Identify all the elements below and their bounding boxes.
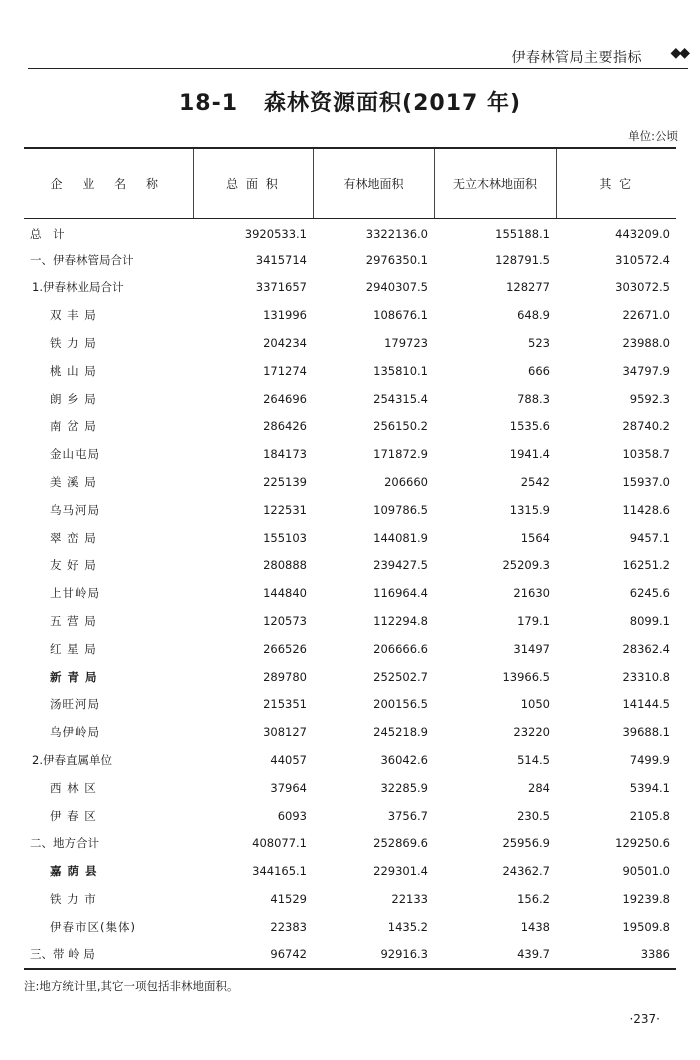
- forested-area-cell: 144081.9: [373, 530, 428, 545]
- treeless-area-cell: 25956.9: [502, 836, 550, 851]
- forested-area-cell: 22133: [391, 892, 428, 907]
- diamond-icon: ◆◆: [670, 45, 688, 61]
- forested-area-cell: 2976350.1: [365, 252, 428, 267]
- row-name: 二、地方合计: [30, 836, 99, 851]
- row-name: 双 丰 局: [50, 308, 97, 323]
- treeless-area-cell: 155188.1: [495, 226, 550, 241]
- header-enterprise-name: 企 业 名 称: [24, 148, 193, 218]
- treeless-area-cell: 439.7: [434, 941, 556, 969]
- table-row: [24, 774, 676, 802]
- row-name: 一、伊春林管局合计: [30, 252, 134, 267]
- total-area-cell: 308127: [263, 725, 307, 740]
- footnote: 注:地方统计里,其它一项包括非林地面积。: [24, 979, 239, 993]
- table-row: [24, 496, 676, 524]
- other-area-cell: 310572.4: [615, 252, 670, 267]
- forested-area-cell: 254315.4: [373, 391, 428, 406]
- total-area-cell: 131996: [263, 308, 307, 323]
- total-area-cell: 184173: [263, 447, 307, 462]
- table-row: [24, 746, 676, 774]
- table-row: [24, 913, 676, 941]
- row-name: 2.伊春直属单位: [32, 753, 112, 768]
- row-name: 五 营 局: [50, 614, 97, 629]
- table-row: [24, 524, 676, 552]
- forested-area-cell: 206660: [384, 475, 428, 490]
- other-area-cell: 34797.9: [622, 363, 670, 378]
- forested-area-cell: 229301.4: [373, 864, 428, 879]
- total-area-cell: 37964: [270, 780, 307, 795]
- treeless-area-cell: 21630: [513, 586, 550, 601]
- row-name: 桃 山 局: [50, 363, 97, 378]
- table-row: [24, 413, 676, 441]
- table-row: [24, 857, 676, 885]
- treeless-area-cell: 31497: [513, 641, 550, 656]
- total-area-cell: 344165.1: [252, 864, 307, 879]
- treeless-area-cell: 788.3: [517, 391, 550, 406]
- table-row: [24, 385, 676, 413]
- table-header-row: [24, 148, 676, 218]
- table-title-text: 森林资源面积(2017 年): [264, 91, 522, 116]
- other-area-cell: 28740.2: [622, 419, 670, 434]
- row-name: 红 星 局: [50, 641, 97, 656]
- forested-area-cell: 116964.4: [373, 586, 428, 601]
- treeless-area-cell: 23220: [513, 725, 550, 740]
- row-name: 三、带 岭 局: [24, 941, 193, 969]
- treeless-area-cell: 1564: [520, 530, 550, 545]
- treeless-area-cell: 523: [528, 336, 550, 351]
- treeless-area-cell: 2542: [520, 475, 550, 490]
- treeless-area-cell: 128791.5: [495, 252, 550, 267]
- treeless-area-cell: 1315.9: [509, 502, 550, 517]
- forested-area-cell: 1435.2: [387, 919, 428, 934]
- treeless-area-cell: 1941.4: [509, 447, 550, 462]
- other-area-cell: 14144.5: [622, 697, 670, 712]
- forested-area-cell: 36042.6: [380, 753, 428, 768]
- row-name: 伊 春 区: [50, 808, 97, 823]
- other-area-cell: 23310.8: [622, 669, 670, 684]
- table-row: [24, 357, 676, 385]
- row-name: 伊春市区(集体): [50, 919, 136, 934]
- other-area-cell: 11428.6: [622, 502, 670, 517]
- forested-area-cell: 179723: [384, 336, 428, 351]
- forested-area-cell: 109786.5: [373, 502, 428, 517]
- page-number: ·237·: [629, 1012, 660, 1026]
- other-area-cell: 7499.9: [629, 753, 670, 768]
- row-name: 嘉 荫 县: [50, 864, 98, 879]
- forested-area-cell: 252869.6: [373, 836, 428, 851]
- other-area-cell: 303072.5: [615, 280, 670, 295]
- forested-area-cell: 92916.3: [313, 941, 434, 969]
- total-area-cell: 3415714: [255, 252, 307, 267]
- other-area-cell: 6245.6: [629, 586, 670, 601]
- other-area-cell: 10358.7: [622, 447, 670, 462]
- treeless-area-cell: 24362.7: [502, 864, 550, 879]
- table-row: [24, 274, 676, 302]
- other-area-cell: 23988.0: [622, 336, 670, 351]
- row-name: 汤旺河局: [50, 697, 100, 712]
- treeless-area-cell: 128277: [506, 280, 550, 295]
- total-area-cell: 120573: [263, 614, 307, 629]
- table-title: [0, 86, 700, 117]
- table-row: [24, 941, 676, 969]
- total-area-cell: 264696: [263, 391, 307, 406]
- total-area-cell: 225139: [263, 475, 307, 490]
- total-area-cell: 44057: [270, 753, 307, 768]
- total-area-cell: 204234: [263, 336, 307, 351]
- total-area-cell: 41529: [270, 892, 307, 907]
- forested-area-cell: 2940307.5: [365, 280, 428, 295]
- table-row: [24, 552, 676, 580]
- table-row: [24, 329, 676, 357]
- row-name: 总 计: [30, 226, 65, 241]
- forested-area-cell: 3322136.0: [365, 226, 428, 241]
- total-area-cell: 96742: [193, 941, 313, 969]
- table-row: [24, 663, 676, 691]
- forested-area-cell: 32285.9: [380, 780, 428, 795]
- table-row: [24, 440, 676, 468]
- row-name: 金山屯局: [50, 447, 100, 462]
- forested-area-cell: 245218.9: [373, 725, 428, 740]
- table-row: [24, 246, 676, 274]
- forested-area-cell: 3756.7: [387, 808, 428, 823]
- treeless-area-cell: 179.1: [517, 614, 550, 629]
- treeless-area-cell: 1050: [520, 697, 550, 712]
- total-area-cell: 122531: [263, 502, 307, 517]
- row-name: 朗 乡 局: [50, 391, 97, 406]
- total-area-cell: 144840: [263, 586, 307, 601]
- other-area-cell: 16251.2: [622, 558, 670, 573]
- total-area-cell: 3920533.1: [244, 226, 307, 241]
- row-name: 1.伊春林业局合计: [32, 280, 124, 295]
- other-area-cell: 443209.0: [615, 226, 670, 241]
- total-area-cell: 408077.1: [252, 836, 307, 851]
- other-area-cell: 39688.1: [622, 725, 670, 740]
- row-name: 乌伊岭局: [50, 725, 100, 740]
- other-area-cell: 9592.3: [629, 391, 670, 406]
- total-area-cell: 171274: [263, 363, 307, 378]
- total-area-cell: 280888: [263, 558, 307, 573]
- running-header: [0, 0, 700, 70]
- row-name: 友 好 局: [50, 558, 97, 573]
- total-area-cell: 289780: [263, 669, 307, 684]
- table-row: [24, 218, 676, 246]
- row-name: 铁 力 市: [50, 892, 97, 907]
- forested-area-cell: 171872.9: [373, 447, 428, 462]
- row-name: 翠 峦 局: [50, 530, 97, 545]
- table-row: [24, 301, 676, 329]
- treeless-area-cell: 1535.6: [509, 419, 550, 434]
- unit-label: 单位:公顷: [628, 129, 678, 143]
- other-area-cell: 22671.0: [622, 308, 670, 323]
- table-body: [24, 218, 676, 969]
- row-name: 新 青 局: [50, 669, 98, 684]
- other-area-cell: 19509.8: [622, 919, 670, 934]
- row-name: 上甘岭局: [50, 586, 100, 601]
- other-area-cell: 15937.0: [622, 475, 670, 490]
- forested-area-cell: 108676.1: [373, 308, 428, 323]
- forested-area-cell: 256150.2: [373, 419, 428, 434]
- other-area-cell: 28362.4: [622, 641, 670, 656]
- table-row: [24, 468, 676, 496]
- table-row: [24, 830, 676, 858]
- treeless-area-cell: 1438: [520, 919, 550, 934]
- table-row: [24, 579, 676, 607]
- table-row: [24, 691, 676, 719]
- header-rule: [28, 68, 688, 69]
- treeless-area-cell: 514.5: [517, 753, 550, 768]
- other-area-cell: 129250.6: [615, 836, 670, 851]
- running-header-text: 伊春林管局主要指标: [511, 50, 642, 66]
- header-other: 其 它: [556, 148, 676, 218]
- other-area-cell: 9457.1: [629, 530, 670, 545]
- total-area-cell: 3371657: [255, 280, 307, 295]
- forested-area-cell: 206666.6: [373, 641, 428, 656]
- total-area-cell: 6093: [277, 808, 307, 823]
- forest-area-table: [24, 147, 676, 970]
- total-area-cell: 266526: [263, 641, 307, 656]
- other-area-cell: 5394.1: [629, 780, 670, 795]
- row-name: 铁 力 局: [50, 336, 97, 351]
- treeless-area-cell: 284: [528, 780, 550, 795]
- row-name: 西 林 区: [50, 780, 97, 795]
- treeless-area-cell: 25209.3: [502, 558, 550, 573]
- treeless-area-cell: 666: [528, 363, 550, 378]
- forested-area-cell: 200156.5: [373, 697, 428, 712]
- treeless-area-cell: 156.2: [517, 892, 550, 907]
- total-area-cell: 22383: [270, 919, 307, 934]
- table-row: [24, 607, 676, 635]
- total-area-cell: 215351: [263, 697, 307, 712]
- other-area-cell: 3386: [556, 941, 676, 969]
- table-row: [24, 885, 676, 913]
- table-number: 18-1: [178, 91, 239, 116]
- row-name: 乌马河局: [50, 502, 100, 517]
- header-total-area: 总 面 积: [193, 148, 313, 218]
- forested-area-cell: 252502.7: [373, 669, 428, 684]
- other-area-cell: 90501.0: [622, 864, 670, 879]
- forested-area-cell: 112294.8: [373, 614, 428, 629]
- other-area-cell: 19239.8: [622, 892, 670, 907]
- total-area-cell: 155103: [263, 530, 307, 545]
- other-area-cell: 2105.8: [629, 808, 670, 823]
- treeless-area-cell: 648.9: [517, 308, 550, 323]
- forested-area-cell: 135810.1: [373, 363, 428, 378]
- table-row: [24, 635, 676, 663]
- row-name: 美 溪 局: [50, 475, 97, 490]
- row-name: 南 岔 局: [50, 419, 97, 434]
- table-row: [24, 802, 676, 830]
- other-area-cell: 8099.1: [629, 614, 670, 629]
- table-row: [24, 718, 676, 746]
- forested-area-cell: 239427.5: [373, 558, 428, 573]
- total-area-cell: 286426: [263, 419, 307, 434]
- header-treeless-area: 无立木林地面积: [434, 148, 556, 218]
- treeless-area-cell: 13966.5: [502, 669, 550, 684]
- header-forested-area: 有林地面积: [313, 148, 434, 218]
- treeless-area-cell: 230.5: [517, 808, 550, 823]
